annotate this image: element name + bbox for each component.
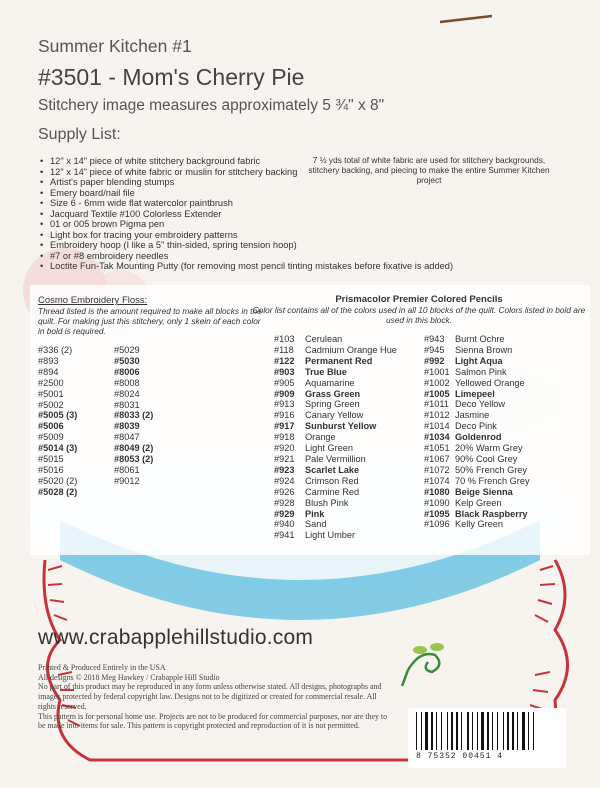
pencil-color-name: Kelp Green: [455, 497, 502, 508]
pencil-item: [274, 454, 397, 465]
floss-item: #8024: [114, 388, 140, 399]
pencil-color-name: Cadmium Orange Hue: [305, 344, 397, 355]
pencil-item: [274, 519, 397, 530]
supply-item: • Jacquard Textile #100 Colorless Extender: [50, 209, 453, 220]
pencil-number: #1034: [424, 432, 450, 443]
pencil-number: #928: [274, 497, 295, 508]
pencil-number: #903: [274, 366, 295, 377]
pencil-color-name: Canary Yellow: [305, 410, 364, 421]
pencil-number: #1051: [424, 443, 450, 454]
pencil-number: #1014: [424, 421, 450, 432]
legal-line: No part of this product may be reproduced in any form unless otherwise stated. All designs, photographs and images protected by federal copyright law. Designs not to be digitized or created for commercial resale. All rights reserved.: [38, 682, 382, 711]
pencil-color-name: Scarlet Lake: [305, 464, 360, 475]
pencil-item: [424, 432, 530, 443]
pencil-color-name: Sand: [305, 519, 327, 530]
pencil-color-name: Light Umber: [305, 530, 356, 541]
supply-item: • Size 6 - 6mm wide flat watercolor paintbrush: [50, 198, 453, 209]
pencil-color-name: Kelly Green: [455, 519, 504, 530]
pencil-color-name: Yellowed Orange: [455, 377, 525, 388]
pencil-number: #940: [274, 519, 295, 530]
pencil-color-name: 90% Cool Grey: [455, 453, 518, 464]
floss-item: #8033 (2): [114, 410, 154, 421]
pencil-color-name: Carmine Red: [305, 486, 360, 497]
barcode-digits: 8 75352 00451 4: [416, 752, 504, 761]
pencil-item: [274, 509, 397, 520]
floss-item: #5029: [114, 345, 140, 355]
pencil-color-name: Crimson Red: [305, 475, 359, 486]
supply-item: • 01 or 005 brown Pigma pen: [50, 219, 453, 230]
pencil-item: [424, 519, 530, 530]
pencil-item: [274, 443, 397, 454]
supply-item: • Loctite Fun-Tak Mounting Putty (for removing most pencil tinting mistakes before fixative is added): [50, 261, 453, 272]
floss-item: #8006: [114, 366, 140, 377]
pencil-item: [424, 509, 530, 520]
pencil-item: [424, 399, 530, 410]
pencil-color-name: Orange: [305, 432, 336, 443]
pencil-item: [424, 334, 530, 345]
pencil-color-name: Deco Pink: [455, 421, 497, 432]
pencil-item: [274, 530, 397, 541]
pencil-color-name: Beige Sienna: [455, 486, 513, 497]
pencil-item: [424, 498, 530, 509]
floss-item: #5009: [38, 432, 64, 443]
floss-item: #5030: [114, 355, 140, 366]
pencil-number: #1072: [424, 464, 450, 475]
pencil-number: #1011: [424, 399, 449, 410]
pencil-item: [424, 389, 530, 400]
pencil-color-name: 20% Warm Grey: [455, 443, 523, 454]
pencil-item: [274, 487, 397, 498]
floss-column-2: [114, 345, 184, 487]
pencil-number: #1096: [424, 519, 450, 530]
pencil-number: #917: [274, 421, 295, 432]
pencil-color-name: Grass Green: [305, 388, 361, 399]
pencil-number: #1001: [424, 366, 450, 377]
pencil-item: [274, 410, 397, 421]
pencil-color-name: Pale Vermillion: [305, 453, 366, 464]
pencil-column-1: [274, 334, 397, 541]
pencil-item: [274, 345, 397, 356]
floss-item: #8008: [114, 377, 140, 388]
supply-item: • #7 or #8 embroidery needles: [50, 251, 453, 262]
floss-item: #8053 (2): [114, 454, 154, 465]
pencil-item: [424, 345, 530, 356]
pencil-item: [424, 476, 530, 487]
pencil-item: [274, 367, 397, 378]
pencil-color-name: Sunburst Yellow: [305, 421, 377, 432]
floss-item: #8039: [114, 421, 140, 432]
pencil-color-name: 70 % French Grey: [455, 475, 530, 486]
pencil-color-name: Sienna Brown: [455, 344, 513, 355]
floss-item: #5020 (2): [38, 475, 78, 486]
pencil-item: [424, 443, 530, 454]
floss-item: #8049 (2): [114, 443, 154, 454]
floss-item: #9012: [114, 475, 140, 486]
legal-line: Printed & Produced Entirely in the USA: [38, 663, 166, 672]
pencil-number: #103: [274, 334, 295, 344]
pencil-item: [274, 465, 397, 476]
supply-item: • Artist's paper blending stumps: [50, 177, 453, 188]
pencil-number: #1002: [424, 377, 450, 388]
pencil-number: #122: [274, 355, 295, 366]
pencil-number: #924: [274, 475, 295, 486]
pencil-item: [424, 465, 530, 476]
pencil-number: #943: [424, 334, 445, 344]
pencil-item: [424, 378, 530, 389]
pencil-number: #909: [274, 388, 295, 399]
pencils-heading: Prismacolor Premier Colored Pencils: [335, 294, 503, 305]
pencil-color-name: Black Raspberry: [455, 508, 528, 519]
pencil-color-name: Pink: [305, 508, 325, 519]
pencil-number: #1090: [424, 497, 450, 508]
pencil-item: [274, 389, 397, 400]
pencil-number: #1067: [424, 453, 450, 464]
pencil-color-name: Spring Green: [305, 399, 360, 410]
pencil-number: #920: [274, 443, 295, 454]
pencil-color-name: Permanent Red: [305, 355, 373, 366]
image-size-note: Stitchery image measures approximately 5 ¾" x 8": [38, 97, 385, 114]
supply-item: • Embroidery hoop (I like a 5" thin-sided, spring tension hoop): [50, 240, 453, 251]
pencil-item: [274, 421, 397, 432]
floss-item: #5002: [38, 399, 64, 410]
supply-item: • 12" x 14" piece of white fabric or muslin for stitchery backing: [50, 167, 453, 178]
pencil-color-name: Burnt Ochre: [455, 334, 505, 344]
floss-item: #5015: [38, 454, 64, 465]
floss-item: #5001: [38, 388, 64, 399]
pencil-number: #918: [274, 432, 295, 443]
pencil-number: #926: [274, 486, 295, 497]
pencil-item: [274, 378, 397, 389]
pencil-number: #916: [274, 410, 295, 421]
floss-item: #5028 (2): [38, 486, 78, 497]
pencil-number: #929: [274, 508, 295, 519]
pencil-item: [274, 334, 397, 345]
pattern-title: #3501 - Mom's Cherry Pie: [38, 64, 305, 90]
floss-heading: Cosmo Embroidery Floss:: [38, 295, 148, 306]
pencil-item: [424, 356, 530, 367]
supply-list-heading: Supply List:: [38, 126, 121, 143]
pencil-number: #1074: [424, 475, 450, 486]
pencil-item: [424, 367, 530, 378]
legal-line: This pattern is for personal home use. Projects are not to be produced for commercial purposes, nor are they to be made into items for sale. This pattern is copyright protected and reproduction of it is not permitted.: [38, 711, 388, 731]
pencil-item: [424, 410, 530, 421]
pencil-number: #905: [274, 377, 295, 388]
floss-note: Thread listed is the amount required to make all blocks in the quilt. For making just this stitchery, only 1 skein of each color in bold is required.: [38, 306, 262, 336]
floss-item: #5014 (3): [38, 443, 78, 454]
pencil-number: #1012: [424, 410, 450, 421]
floss-item: #2500: [38, 377, 64, 388]
floss-item: #8031: [114, 399, 140, 410]
pencil-item: [424, 421, 530, 432]
website-url: www.crabapplehillstudio.com: [38, 626, 314, 649]
pencil-item: [274, 476, 397, 487]
pencil-color-name: True Blue: [305, 366, 347, 377]
pencil-color-name: Goldenrod: [455, 432, 502, 443]
pencil-number: #921: [274, 453, 295, 464]
pencil-color-name: Jasmine: [455, 410, 490, 421]
floss-column-1: [38, 345, 108, 498]
pencil-number: #118: [274, 344, 294, 355]
pencil-color-name: Limepeel: [455, 388, 495, 399]
pencil-color-name: Aquamarine: [305, 377, 355, 388]
supply-item: • Light box for tracing your embroidery patterns: [50, 230, 453, 241]
pencil-item: [274, 356, 397, 367]
pencil-item: [274, 498, 397, 509]
pencil-item: [424, 487, 530, 498]
floss-item: #893: [38, 355, 59, 366]
pencil-item: [424, 454, 530, 465]
floss-item: #8047: [114, 432, 140, 443]
pencil-number: #941: [274, 530, 295, 541]
pencil-column-2: [424, 334, 530, 530]
pencil-number: #1095: [424, 508, 450, 519]
pencil-color-name: Blush Pink: [305, 497, 349, 508]
floss-item: #5016: [38, 464, 64, 475]
floss-item: #336 (2): [38, 345, 73, 355]
pencil-number: #913: [274, 399, 295, 410]
pencil-item: [274, 399, 397, 410]
pencil-color-name: Light Aqua: [455, 355, 503, 366]
pencil-color-name: Light Green: [305, 443, 354, 454]
fabric-yardage-note: 7 ½ yds total of white fabric are used for stitchery backgrounds, stitchery backing, and piecing to make the entire Summer Kitchen project: [308, 155, 550, 185]
pencil-number: #923: [274, 464, 295, 475]
series-label: Summer Kitchen #1: [38, 36, 192, 56]
pencil-number: #945: [424, 344, 445, 355]
pencil-color-name: Salmon Pink: [455, 366, 507, 377]
pencil-number: #1005: [424, 388, 450, 399]
legal-notice: [38, 663, 388, 731]
pencil-number: #992: [424, 355, 445, 366]
legal-line: All designs © 2018 Meg Hawkey / Crabapple Hill Studio: [38, 672, 220, 682]
floss-item: #894: [38, 366, 59, 377]
pencil-item: [274, 432, 397, 443]
pencil-number: #1080: [424, 486, 450, 497]
supply-item: • Emery board/nail file: [50, 188, 453, 199]
floss-item: #5006: [38, 421, 64, 432]
pencil-color-name: Cerulean: [305, 334, 343, 344]
pencil-color-name: Deco Yellow: [455, 399, 506, 410]
floss-item: #8061: [114, 464, 140, 475]
pencils-note: Color list contains all of the colors used in all 10 blocks of the quilt. Colors listed in bold are used in this block.: [252, 305, 586, 325]
supply-item: • 12" x 14" piece of white stitchery background fabric: [50, 156, 453, 167]
pencil-color-name: 50% French Grey: [455, 464, 527, 475]
floss-item: #5005 (3): [38, 410, 78, 421]
